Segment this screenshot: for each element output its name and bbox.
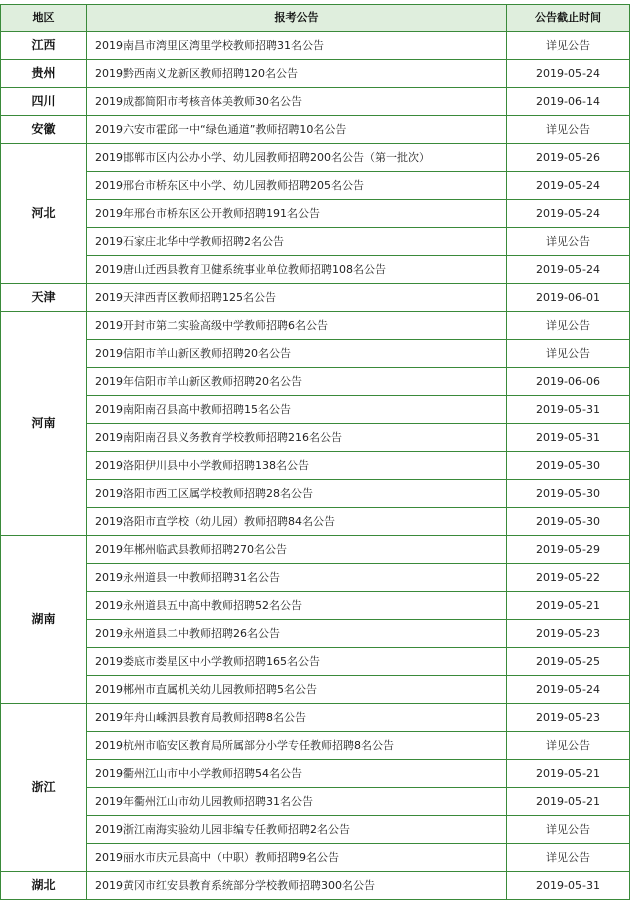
region-cell: 湖北	[1, 872, 87, 900]
table-row	[1, 564, 630, 592]
announcement-link[interactable]: 2019南阳南召县义务教育学校教师招聘216名公告	[87, 424, 507, 452]
announcement-link[interactable]: 2019永州道县五中高中教师招聘52名公告	[87, 592, 507, 620]
announcement-link[interactable]: 2019娄底市娄星区中小学教师招聘165名公告	[87, 648, 507, 676]
table-row	[1, 88, 630, 116]
deadline-cell: 2019-05-22	[507, 564, 630, 592]
deadline-cell: 2019-05-30	[507, 508, 630, 536]
deadline-cell: 2019-06-01	[507, 284, 630, 312]
table-row	[1, 116, 630, 144]
table-row	[1, 312, 630, 340]
deadline-cell: 2019-05-29	[507, 536, 630, 564]
region-cell: 贵州	[1, 60, 87, 88]
deadline-cell: 2019-05-21	[507, 788, 630, 816]
deadline-cell: 详见公告	[507, 228, 630, 256]
deadline-cell: 2019-05-23	[507, 620, 630, 648]
deadline-cell: 详见公告	[507, 312, 630, 340]
deadline-cell: 详见公告	[507, 116, 630, 144]
region-cell: 河南	[1, 312, 87, 536]
table-row	[1, 480, 630, 508]
table-row	[1, 844, 630, 872]
deadline-cell: 2019-06-14	[507, 88, 630, 116]
announcement-link[interactable]: 2019六安市霍邱一中“绿色通道”教师招聘10名公告	[87, 116, 507, 144]
announcement-link[interactable]: 2019年衢州江山市幼儿园教师招聘31名公告	[87, 788, 507, 816]
table-row	[1, 340, 630, 368]
recruitment-table	[0, 4, 630, 900]
deadline-cell: 2019-05-24	[507, 256, 630, 284]
header-title: 报考公告	[87, 5, 507, 32]
deadline-cell: 2019-06-06	[507, 368, 630, 396]
deadline-cell: 2019-05-31	[507, 396, 630, 424]
table-row	[1, 704, 630, 732]
announcement-link[interactable]: 2019洛阳伊川县中小学教师招聘138名公告	[87, 452, 507, 480]
table-row	[1, 424, 630, 452]
table-row	[1, 872, 630, 900]
table-row	[1, 228, 630, 256]
table-row	[1, 760, 630, 788]
deadline-cell: 详见公告	[507, 340, 630, 368]
announcement-link[interactable]: 2019衢州江山市中小学教师招聘54名公告	[87, 760, 507, 788]
deadline-cell: 2019-05-31	[507, 872, 630, 900]
deadline-cell: 详见公告	[507, 816, 630, 844]
region-cell: 四川	[1, 88, 87, 116]
region-cell: 天津	[1, 284, 87, 312]
table-row	[1, 732, 630, 760]
deadline-cell: 2019-05-31	[507, 424, 630, 452]
deadline-cell: 2019-05-21	[507, 760, 630, 788]
table-row	[1, 200, 630, 228]
region-cell: 安徽	[1, 116, 87, 144]
deadline-cell: 2019-05-21	[507, 592, 630, 620]
region-cell: 河北	[1, 144, 87, 284]
deadline-cell: 2019-05-30	[507, 452, 630, 480]
table-row	[1, 508, 630, 536]
deadline-cell: 2019-05-24	[507, 60, 630, 88]
header-deadline: 公告截止时间	[507, 5, 630, 32]
deadline-cell: 2019-05-30	[507, 480, 630, 508]
announcement-link[interactable]: 2019唐山迁西县教育卫健系统事业单位教师招聘108名公告	[87, 256, 507, 284]
table-row	[1, 592, 630, 620]
table-row	[1, 144, 630, 172]
table-row	[1, 256, 630, 284]
table-row	[1, 676, 630, 704]
deadline-cell: 2019-05-24	[507, 200, 630, 228]
announcement-link[interactable]: 2019洛阳市直学校（幼儿园）教师招聘84名公告	[87, 508, 507, 536]
table-row	[1, 60, 630, 88]
region-cell: 江西	[1, 32, 87, 60]
announcement-link[interactable]: 2019年信阳市羊山新区教师招聘20名公告	[87, 368, 507, 396]
table-row	[1, 536, 630, 564]
announcement-link[interactable]: 2019邢台市桥东区中小学、幼儿园教师招聘205名公告	[87, 172, 507, 200]
deadline-cell: 2019-05-24	[507, 172, 630, 200]
region-cell: 湖南	[1, 536, 87, 704]
table-row	[1, 172, 630, 200]
announcement-link[interactable]: 2019永州道县一中教师招聘31名公告	[87, 564, 507, 592]
deadline-cell: 2019-05-24	[507, 676, 630, 704]
header-row	[1, 5, 630, 32]
deadline-cell: 详见公告	[507, 32, 630, 60]
table-row	[1, 788, 630, 816]
header-region: 地区	[1, 5, 87, 32]
announcement-link[interactable]: 2019成都简阳市考核音体美教师30名公告	[87, 88, 507, 116]
announcement-link[interactable]: 2019石家庄北华中学教师招聘2名公告	[87, 228, 507, 256]
deadline-cell: 2019-05-26	[507, 144, 630, 172]
table-row	[1, 816, 630, 844]
announcement-link[interactable]: 2019郴州市直属机关幼儿园教师招聘5名公告	[87, 676, 507, 704]
table-body	[1, 32, 630, 900]
announcement-link[interactable]: 2019永州道县二中教师招聘26名公告	[87, 620, 507, 648]
announcement-link[interactable]: 2019天津西青区教师招聘125名公告	[87, 284, 507, 312]
deadline-cell: 2019-05-25	[507, 648, 630, 676]
table-row	[1, 368, 630, 396]
announcement-link[interactable]: 2019黔西南义龙新区教师招聘120名公告	[87, 60, 507, 88]
region-cell: 浙江	[1, 704, 87, 872]
table-row	[1, 648, 630, 676]
announcement-link[interactable]: 2019信阳市羊山新区教师招聘20名公告	[87, 340, 507, 368]
announcement-link[interactable]: 2019丽水市庆元县高中（中职）教师招聘9名公告	[87, 844, 507, 872]
announcement-link[interactable]: 2019南阳南召县高中教师招聘15名公告	[87, 396, 507, 424]
table-row	[1, 396, 630, 424]
deadline-cell: 详见公告	[507, 732, 630, 760]
announcement-link[interactable]: 2019洛阳市西工区属学校教师招聘28名公告	[87, 480, 507, 508]
announcement-link[interactable]: 2019浙江南海实验幼儿园非编专任教师招聘2名公告	[87, 816, 507, 844]
table-row	[1, 32, 630, 60]
announcement-link[interactable]: 2019年舟山嵊泗县教育局教师招聘8名公告	[87, 704, 507, 732]
table-row	[1, 620, 630, 648]
table-row	[1, 452, 630, 480]
announcement-link[interactable]: 2019邯郸市区内公办小学、幼儿园教师招聘200名公告（第一批次）	[87, 144, 507, 172]
announcement-link[interactable]: 2019杭州市临安区教育局所属部分小学专任教师招聘8名公告	[87, 732, 507, 760]
deadline-cell: 2019-05-23	[507, 704, 630, 732]
announcement-link[interactable]: 2019年邢台市桥东区公开教师招聘191名公告	[87, 200, 507, 228]
table-row	[1, 284, 630, 312]
announcement-link[interactable]: 2019南昌市湾里区湾里学校教师招聘31名公告	[87, 32, 507, 60]
deadline-cell: 详见公告	[507, 844, 630, 872]
announcement-link[interactable]: 2019年郴州临武县教师招聘270名公告	[87, 536, 507, 564]
announcement-link[interactable]: 2019开封市第二实验高级中学教师招聘6名公告	[87, 312, 507, 340]
announcement-link[interactable]: 2019黄冈市红安县教育系统部分学校教师招聘300名公告	[87, 872, 507, 900]
